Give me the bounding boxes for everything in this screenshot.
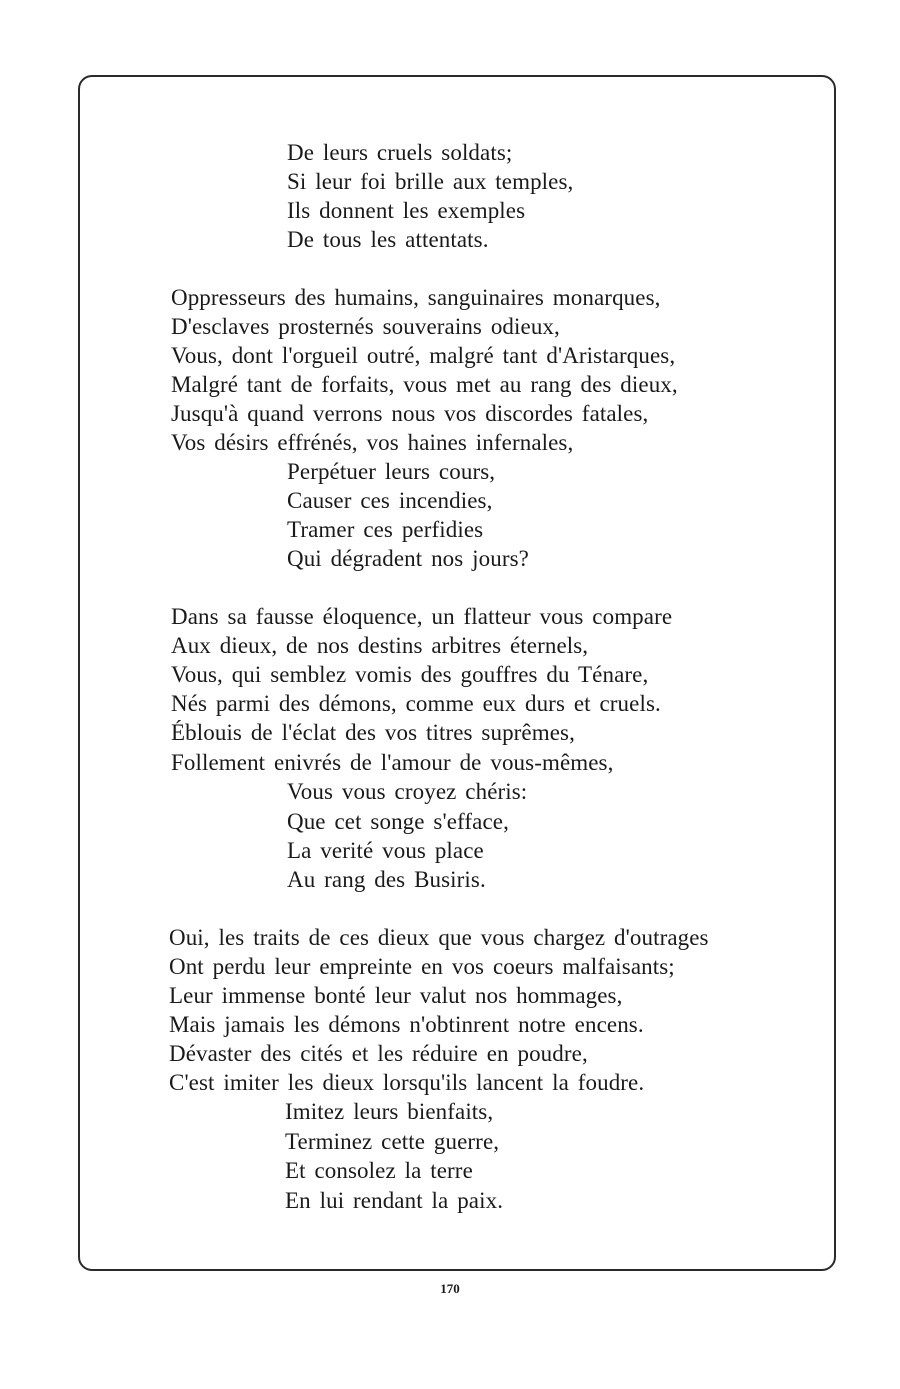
poem-line: Dans sa fausse éloquence, un flatteur vous compare [171, 604, 673, 629]
poem-line: De tous les attentats. [287, 227, 489, 252]
poem-line: Ont perdu leur empreinte en vos coeurs malfaisants; [169, 954, 675, 979]
poem-line: Aux dieux, de nos destins arbitres éternels, [171, 633, 589, 658]
poem-line: Et consolez la terre [285, 1158, 473, 1183]
poem-line: Imitez leurs bienfaits, [285, 1099, 494, 1124]
poem-line: La verité vous place [287, 838, 484, 863]
poem-line: Vous, qui semblez vomis des gouffres du Ténare, [171, 662, 649, 687]
poem-line: Mais jamais les démons n'obtinrent notre encens. [169, 1012, 644, 1037]
poem-line: Dévaster des cités et les réduire en poudre, [169, 1041, 588, 1066]
poem-line: Qui dégradent nos jours? [287, 546, 529, 571]
poem-line: D'esclaves prosternés souverains odieux, [171, 314, 560, 339]
poem-line: Que cet songe s'efface, [287, 809, 509, 834]
poem-line: En lui rendant la paix. [285, 1188, 504, 1213]
poem-line: Au rang des Busiris. [287, 867, 486, 892]
poem-line: Nés parmi des démons, comme eux durs et cruels. [171, 691, 661, 716]
poem-line: Vous vous croyez chéris: [287, 779, 528, 804]
poem-line: Vos désirs effrénés, vos haines infernales, [171, 430, 574, 455]
poem-line: C'est imiter les dieux lorsqu'ils lancent la foudre. [169, 1070, 645, 1095]
poem-line: Jusqu'à quand verrons nous vos discordes fatales, [171, 401, 649, 426]
poem-line: Vous, dont l'orgueil outré, malgré tant d'Aristarques, [171, 343, 676, 368]
poem-line: De leurs cruels soldats; [287, 140, 513, 165]
poem-line: Causer ces incendies, [287, 488, 493, 513]
poem-line: Leur immense bonté leur valut nos hommages, [169, 983, 623, 1008]
poem-line: Ils donnent les exemples [287, 198, 526, 223]
poem-line: Follement enivrés de l'amour de vous-mêmes, [171, 750, 614, 775]
poem-line: Tramer ces perfidies [287, 517, 484, 542]
poem-line: Terminez cette guerre, [285, 1129, 500, 1154]
poem-line: Malgré tant de forfaits, vous met au rang des dieux, [171, 372, 678, 397]
poem-line: Perpétuer leurs cours, [287, 459, 496, 484]
poem-line: Éblouis de l'éclat des vos titres suprêmes, [171, 720, 575, 745]
poem-line: Oui, les traits de ces dieux que vous chargez d'outrages [169, 925, 709, 950]
page-number: 170 [440, 1281, 460, 1296]
poem-line: Si leur foi brille aux temples, [287, 169, 574, 194]
poem-line: Oppresseurs des humains, sanguinaires monarques, [171, 285, 661, 310]
